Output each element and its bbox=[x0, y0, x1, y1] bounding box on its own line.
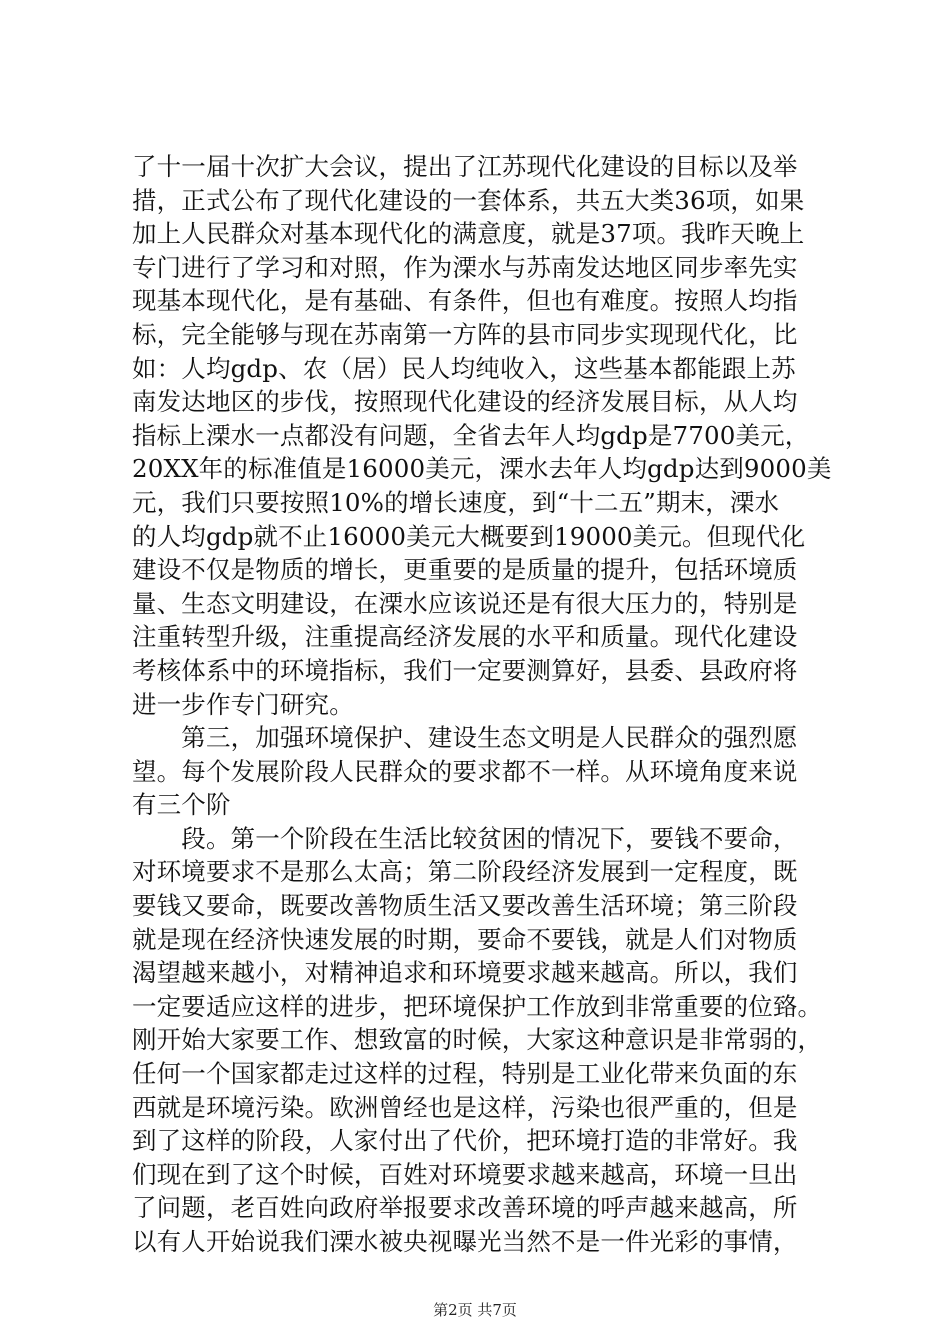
text-line: 措，正式公布了现代化建设的一套体系，共五大类36项，如果 bbox=[132, 185, 805, 215]
text-line: 南发达地区的步伐，按照现代化建设的经济发展目标，从人均 bbox=[132, 387, 798, 417]
text-line: 标，完全能够与现在苏南第一方阵的县市同步实现现代化，比 bbox=[132, 319, 798, 349]
text-line: 了十一届十次扩大会议，提出了江苏现代化建设的目标以及举 bbox=[132, 152, 798, 181]
text-line: 就是现在经济快速发展的时期，要命不要钱，就是人们对物质 bbox=[132, 924, 798, 954]
text-line: 们现在到了这个时候，百姓对环境要求越来越高，环境一旦出 bbox=[132, 1159, 798, 1189]
text-line: 量、生态文明建设，在溧水应该说还是有很大压力的，特别是 bbox=[132, 588, 798, 618]
text-line: 20XX年的标准值是16000美元，溧水去年人均gdp达到9000美 bbox=[132, 454, 832, 484]
paragraph-start-line: 第三，加强环境保护、建设生态文明是人民群众的强烈愿 bbox=[132, 723, 798, 753]
text-line: 有三个阶 bbox=[132, 790, 231, 820]
text-line: 考核体系中的环境指标，我们一定要测算好，县委、县政府将 bbox=[132, 655, 798, 685]
text-line: 元，我们只要按照10%的增长速度，到“十二五”期末，溧水 bbox=[132, 487, 780, 517]
text-line: 注重转型升级，注重提高经济发展的水平和质量。现代化建设 bbox=[132, 622, 798, 652]
text-line: 西就是环境污染。欧洲曾经也是这样，污染也很严重的，但是 bbox=[132, 1092, 798, 1122]
text-line: 要钱又要命，既要改善物质生活又要改善生活环境；第三阶段 bbox=[132, 891, 798, 921]
text-line: 任何一个国家都走过这样的过程，特别是工业化带来负面的东 bbox=[132, 1059, 798, 1089]
text-line: 望。每个发展阶段人民群众的要求都不一样。从环境角度来说 bbox=[132, 756, 798, 786]
text-line: 专门进行了学习和对照，作为溧水与苏南发达地区同步率先实 bbox=[132, 252, 798, 282]
text-line: 对环境要求不是那么太高；第二阶段经济发展到一定程度，既 bbox=[132, 857, 798, 887]
paragraph-start-line: 段。第一个阶段在生活比较贫困的情况下，要钱不要命， bbox=[132, 823, 798, 853]
page-number-footer: 第2页 共7页 bbox=[433, 1301, 517, 1319]
text-line: 以有人开始说我们溧水被央视曝光当然不是一件光彩的事情， bbox=[132, 1227, 798, 1256]
text-line: 现基本现代化，是有基础、有条件，但也有难度。按照人均指 bbox=[132, 286, 798, 316]
body-text bbox=[132, 150, 837, 1259]
text-line: 的人均gdp就不止16000美元大概要到19000美元。但现代化 bbox=[132, 521, 806, 551]
text-line: 到了这样的阶段，人家付出了代价，把环境打造的非常好。我 bbox=[132, 1126, 798, 1156]
text-line: 指标上溧水一点都没有问题，全省去年人均gdp是7700美元， bbox=[132, 420, 810, 450]
text-line: 进一步作专门研究。 bbox=[132, 689, 354, 719]
text-line: 渴望越来越小，对精神追求和环境要求越来越高。所以，我们 bbox=[132, 958, 798, 988]
text-line: 建设不仅是物质的增长，更重要的是质量的提升，包括环境质 bbox=[132, 555, 798, 585]
text-line: 了问题，老百姓向政府举报要求改善环境的呼声越来越高，所 bbox=[132, 1193, 798, 1223]
text-line: 加上人民群众对基本现代化的满意度，就是37项。我昨天晚上 bbox=[132, 219, 805, 249]
text-line: 一定要适应这样的进步，把环境保护工作放到非常重要的位臵。 bbox=[132, 991, 823, 1021]
text-line: 如：人均gdp、农（居）民人均纯收入，这些基本都能跟上苏 bbox=[132, 353, 796, 383]
text-line: 刚开始大家要工作、想致富的时候，大家这种意识是非常弱的， bbox=[132, 1025, 823, 1055]
